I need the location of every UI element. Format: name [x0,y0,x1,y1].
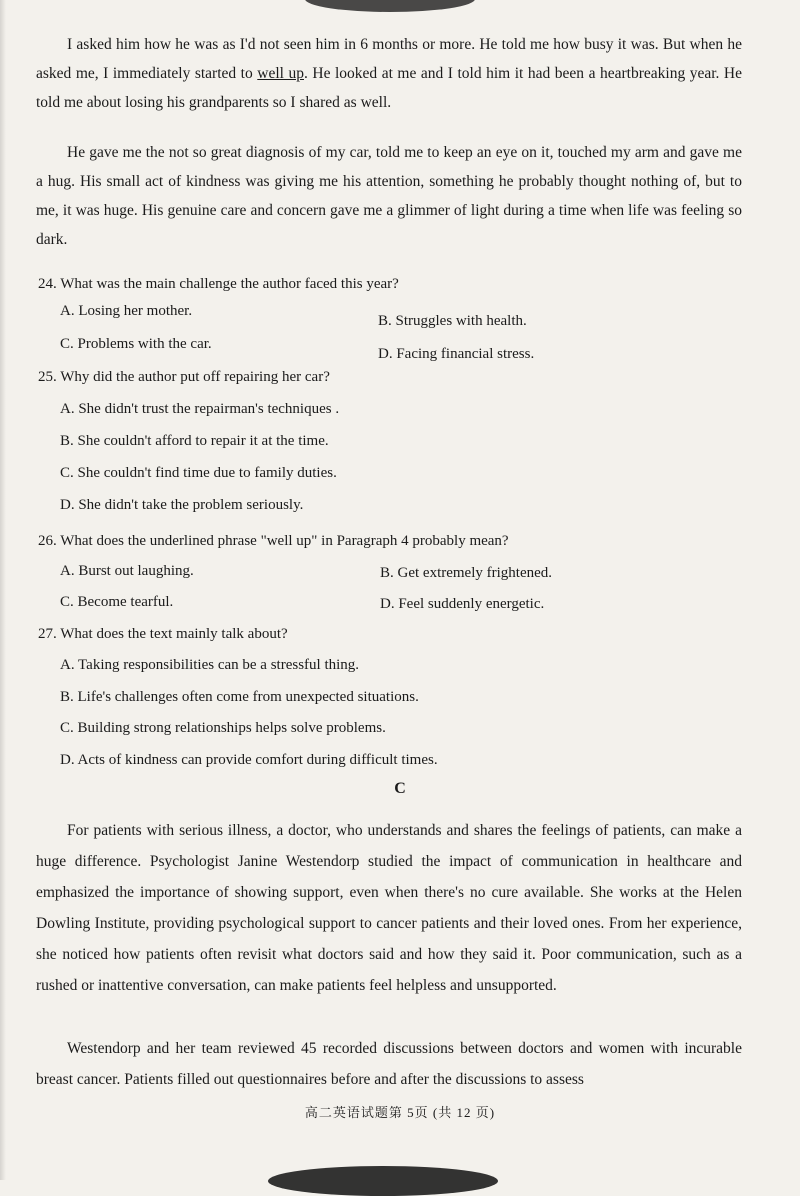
q25-option-d: D. She didn't take the problem seriously. [60,497,304,513]
scan-binding-mark-top [305,0,475,12]
scan-binding-mark-bottom [268,1166,498,1196]
q26-option-d: D. Feel suddenly energetic. [380,596,545,612]
passage-paragraph-2: He gave me the not so great diagnosis of my car, told me to keep an eye on it, touched my arm and gave me a hug. His small act of kindness was giving me his attention, something he probably thought nothing of, but to me, it was huge. His genuine care and concern gave me a glimmer of light during a time when life was feeling so dark. [36,144,742,248]
q25-option-b: B. She couldn't afford to repair it at the time. [60,433,329,449]
q27-option-b: B. Life's challenges often come from unexpected situations. [60,689,419,705]
question-26: 26. What does the underlined phrase "well up" in Paragraph 4 probably mean? [38,533,509,549]
q26-option-b: B. Get extremely frightened. [380,565,553,581]
q24-option-b: B. Struggles with health. [378,313,527,329]
scan-edge-shadow [0,0,6,1180]
q27-option-a: A. Taking responsibilities can be a stressful thing. [60,657,360,673]
q24-option-c: C. Problems with the car. [60,336,212,352]
page-footer: 高二英语试题第 5页 (共 12 页) [304,1105,496,1120]
q26-option-c: C. Become tearful. [60,594,174,610]
question-27: 27. What does the text mainly talk about? [38,626,288,642]
paragraph-1-text-start: I asked him how he was as I'd not seen him in 6 months or more. He told me how busy it was. But when he asked me, I immediately started to [36,36,742,82]
section-c-heading: C [394,780,406,797]
passage-paragraph-1 [36,30,742,117]
q25-option-c: C. She couldn't find time due to family duties. [60,465,337,481]
q27-option-c: C. Building strong relationships helps solve problems. [60,720,386,736]
q27-option-d: D. Acts of kindness can provide comfort during difficult times. [60,752,438,768]
q24-option-a: A. Losing her mother. [60,303,193,319]
q25-option-a: A. She didn't trust the repairman's techniques . [60,401,340,417]
question-25: 25. Why did the author put off repairing her car? [38,369,330,385]
q24-option-d: D. Facing financial stress. [378,346,535,362]
underlined-phrase: well up [257,65,304,82]
question-24: 24. What was the main challenge the author faced this year? [38,276,399,292]
paragraph-1-text-end: . He looked at me and I told him it had been a heartbreaking year. He told me about losing his grandparents so I shared as well. [36,65,743,111]
section-c-paragraph-2: Westendorp and her team reviewed 45 recorded discussions between doctors and women with incurable breast cancer. Patients filled out questionnaires before and after the discussions to assess [36,1040,742,1088]
q26-option-a: A. Burst out laughing. [60,563,194,579]
section-c-paragraph-1: For patients with serious illness, a doctor, who understands and shares the feelings of patients, can make a huge difference. Psychologist Janine Westendorp studied the impact of communication in healthcare and emphasized the importance of showing support, even when there's no cure available. She works at the Helen Dowling Institute, providing psychological support to cancer patients and their loved ones. From her experience, she noticed how patients often revisit what doctors said and how they said it. Poor communication, such as a rushed or inattentive conversation, can make patients feel helpless and unsupported. [36,822,742,994]
